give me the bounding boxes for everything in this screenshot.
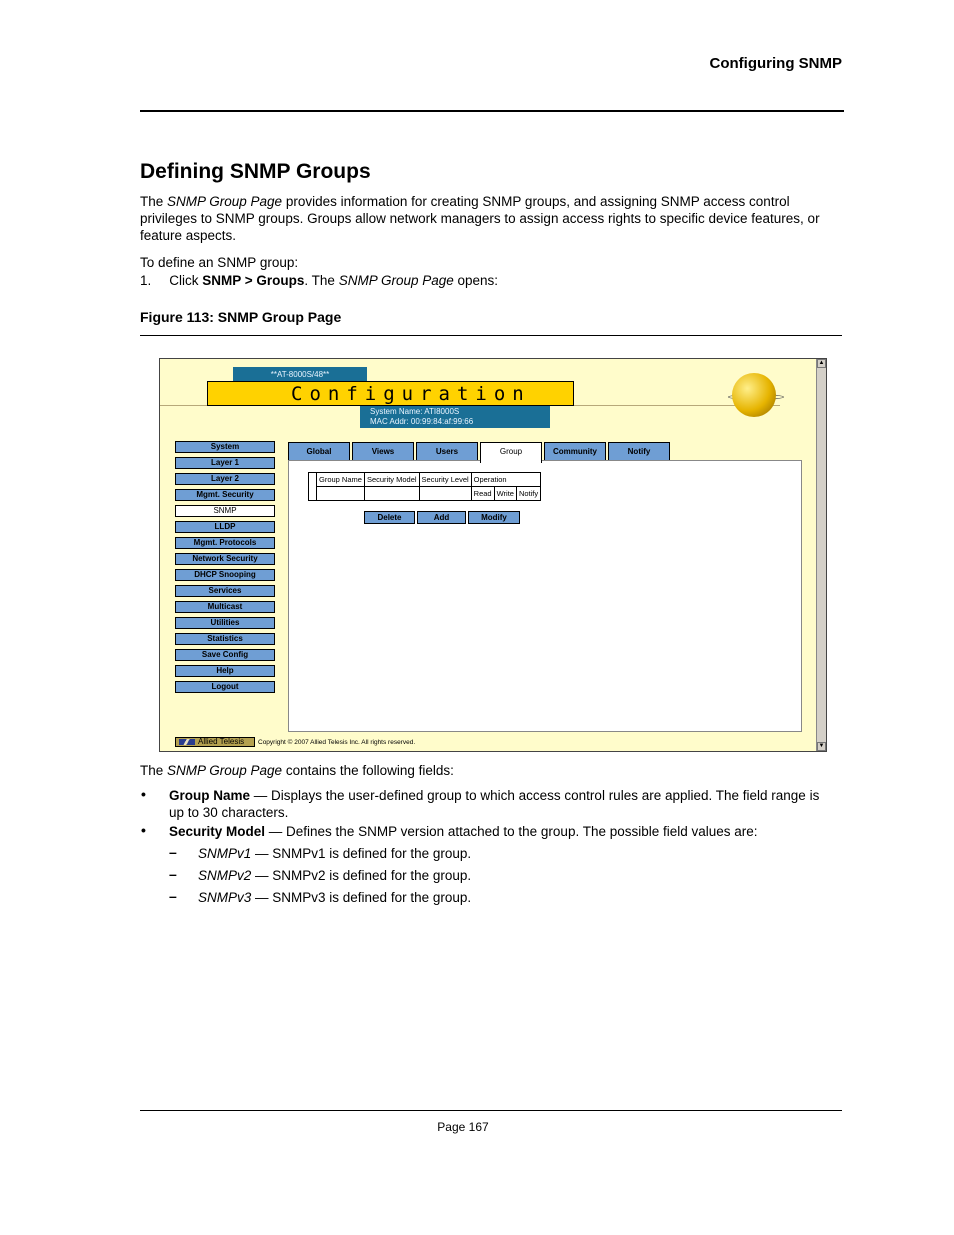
tab-community[interactable]: Community bbox=[544, 442, 606, 461]
col-operation: Operation bbox=[471, 473, 540, 487]
intro-line-2: privileges to SNMP groups. Groups allow network managers to assign access rights to specific device features, or bbox=[140, 211, 820, 226]
col-read: Read bbox=[471, 487, 494, 501]
footer-rule bbox=[140, 1110, 842, 1111]
page-number: Page 167 bbox=[437, 1120, 489, 1134]
scroll-down-arrow-icon[interactable]: ▼ bbox=[818, 743, 825, 749]
dash-icon: – bbox=[169, 888, 177, 904]
nav-layer-1[interactable]: Layer 1 bbox=[175, 457, 275, 469]
table-subheader-row bbox=[309, 487, 541, 501]
tab-notify[interactable]: Notify bbox=[608, 442, 670, 461]
model-label: **AT-8000S/48** bbox=[233, 367, 367, 382]
step-number: 1. bbox=[140, 273, 152, 288]
section-title: Defining SNMP Groups bbox=[140, 160, 371, 183]
configuration-banner: Configuration bbox=[207, 381, 574, 406]
fields-intro-post: contains the following fields: bbox=[282, 763, 454, 778]
intro-emphasis: SNMP Group Page bbox=[167, 194, 283, 209]
col-security-level: Security Level bbox=[419, 473, 471, 487]
cell-empty bbox=[419, 487, 471, 501]
step-post: opens: bbox=[453, 273, 499, 288]
logo-swoosh-icon bbox=[179, 739, 195, 745]
bullet-line bbox=[169, 787, 846, 804]
delete-button[interactable]: Delete bbox=[364, 511, 415, 524]
bullet-icon: • bbox=[141, 822, 146, 838]
step-mid: . The bbox=[304, 273, 339, 288]
header-rule bbox=[140, 110, 844, 112]
figure-caption: Figure 113: SNMP Group Page bbox=[140, 309, 342, 325]
logo-text: Allied Telesis bbox=[198, 737, 245, 746]
tab-global[interactable]: Global bbox=[288, 442, 350, 461]
allied-telesis-logo bbox=[175, 737, 255, 747]
col-security-model: Security Model bbox=[364, 473, 419, 487]
nav-logout[interactable]: Logout bbox=[175, 681, 275, 693]
table-header-row bbox=[309, 473, 541, 487]
sub-item-term: SNMPv3 bbox=[198, 890, 252, 905]
cell-empty bbox=[317, 487, 365, 501]
vertical-scrollbar[interactable] bbox=[816, 359, 826, 751]
globe-logo-icon bbox=[732, 373, 776, 417]
nav-network-security[interactable]: Network Security bbox=[175, 553, 275, 565]
bullet-desc-cont: up to 30 characters. bbox=[169, 805, 289, 820]
bullet-icon: • bbox=[141, 786, 146, 802]
todo-line: To define an SNMP group: bbox=[140, 255, 299, 270]
running-header: Configuring SNMP bbox=[709, 55, 842, 72]
step-emphasis: SNMP Group Page bbox=[338, 273, 454, 288]
nav-multicast[interactable]: Multicast bbox=[175, 601, 275, 613]
nav-mgmt-protocols[interactable]: Mgmt. Protocols bbox=[175, 537, 275, 549]
nav-lldp[interactable]: LLDP bbox=[175, 521, 275, 533]
tab-users[interactable]: Users bbox=[416, 442, 478, 461]
nav-help[interactable]: Help bbox=[175, 665, 275, 677]
nav-layer-2[interactable]: Layer 2 bbox=[175, 473, 275, 485]
add-button[interactable]: Add bbox=[417, 511, 466, 524]
nav-utilities[interactable]: Utilities bbox=[175, 617, 275, 629]
nav-system[interactable]: System bbox=[175, 441, 275, 453]
sub-item-snmpv3 bbox=[198, 889, 471, 906]
intro-paragraph bbox=[140, 193, 845, 244]
nav-statistics[interactable]: Statistics bbox=[175, 633, 275, 645]
bullet-desc: — Defines the SNMP version attached to the group. The possible field values are: bbox=[265, 824, 758, 839]
figure-rule bbox=[140, 335, 842, 336]
step-pre: Click bbox=[169, 273, 203, 288]
bullet-line bbox=[169, 823, 846, 840]
tab-group[interactable]: Group bbox=[480, 442, 542, 463]
snmp-group-page-screenshot bbox=[159, 358, 827, 752]
dash-icon: – bbox=[169, 844, 177, 860]
intro-pre: The bbox=[140, 194, 168, 209]
step-menu-path: SNMP > Groups bbox=[202, 273, 305, 288]
intro-line-3: feature aspects. bbox=[140, 228, 237, 243]
tab-views[interactable]: Views bbox=[352, 442, 414, 461]
term-security-model: Security Model bbox=[169, 824, 266, 839]
sub-item-term: SNMPv2 bbox=[198, 868, 252, 883]
nav-save-config[interactable]: Save Config bbox=[175, 649, 275, 661]
sub-item-desc: — SNMPv2 is defined for the group. bbox=[251, 868, 472, 883]
copyright-text: Copyright © 2007 Allied Telesis Inc. All rights reserved. bbox=[258, 739, 416, 746]
bullet-group-name bbox=[169, 787, 846, 821]
sub-item-desc: — SNMPv1 is defined for the group. bbox=[251, 846, 472, 861]
intro-line1-rest: provides information for creating SNMP groups, and assigning SNMP access control bbox=[282, 194, 790, 209]
col-write: Write bbox=[494, 487, 516, 501]
fields-intro-emphasis: SNMP Group Page bbox=[167, 763, 283, 778]
bullet-desc: — Displays the user-defined group to which access control rules are applied. The field range is bbox=[250, 788, 820, 803]
sub-item-term: SNMPv1 bbox=[198, 846, 252, 861]
col-group-name: Group Name bbox=[317, 473, 365, 487]
scroll-up-arrow-icon[interactable]: ▲ bbox=[818, 360, 825, 366]
nav-snmp[interactable]: SNMP bbox=[175, 505, 275, 517]
sub-item-snmpv1 bbox=[198, 845, 471, 862]
mac-address: MAC Addr: 00:99:84:af:99:66 bbox=[370, 417, 474, 426]
nav-dhcp-snooping[interactable]: DHCP Snooping bbox=[175, 569, 275, 581]
col-notify: Notify bbox=[516, 487, 540, 501]
sub-item-snmpv2 bbox=[198, 867, 471, 884]
fields-intro bbox=[140, 762, 845, 779]
sub-item-desc: — SNMPv3 is defined for the group. bbox=[251, 890, 472, 905]
nav-services[interactable]: Services bbox=[175, 585, 275, 597]
term-group-name: Group Name bbox=[169, 788, 251, 803]
cell-empty bbox=[364, 487, 419, 501]
bullet-security-model bbox=[169, 823, 846, 840]
step-1 bbox=[140, 272, 845, 289]
nav-mgmt-security[interactable]: Mgmt. Security bbox=[175, 489, 275, 501]
fields-intro-pre: The bbox=[140, 763, 168, 778]
system-name: System Name: ATI8000S bbox=[370, 407, 460, 416]
modify-button[interactable]: Modify bbox=[468, 511, 520, 524]
intro-line-1 bbox=[140, 193, 845, 210]
system-info-box bbox=[360, 406, 550, 428]
select-column bbox=[309, 473, 317, 501]
dash-icon: – bbox=[169, 866, 177, 882]
group-table bbox=[308, 472, 541, 501]
